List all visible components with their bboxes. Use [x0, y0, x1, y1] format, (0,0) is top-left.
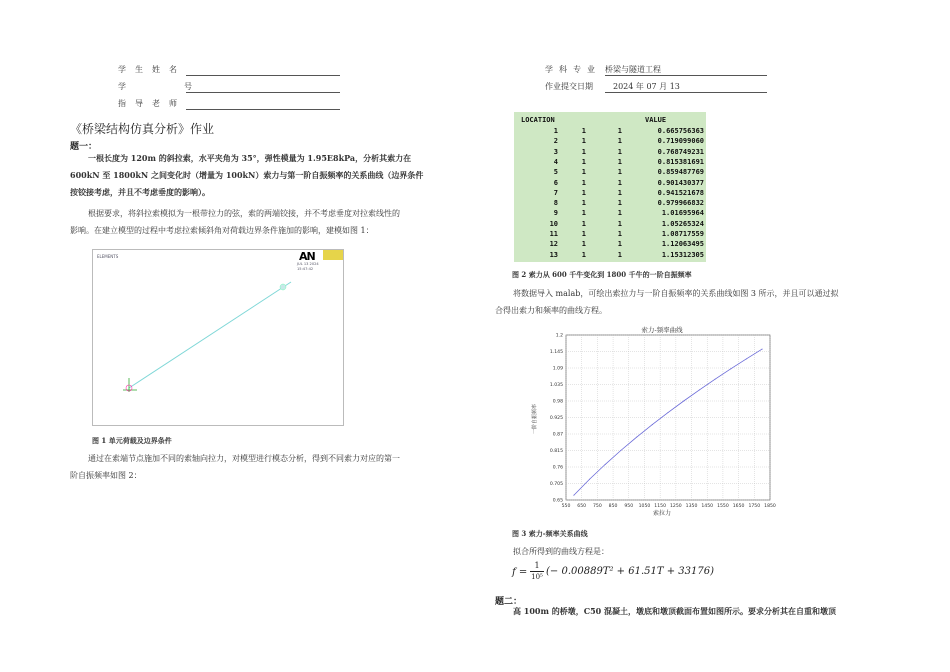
table-cell: 13	[549, 250, 558, 259]
formula-denominator: 10⁵	[531, 573, 543, 581]
major-value: 桥梁与隧道工程	[605, 65, 661, 74]
y-tick-label: 0.98	[552, 399, 563, 405]
x-tick-label: 1750	[748, 504, 761, 509]
table-row	[514, 240, 706, 250]
student-name-line[interactable]	[186, 75, 340, 76]
table-row	[514, 230, 706, 240]
table-cell: 12	[549, 240, 558, 249]
formula-numerator: 1	[530, 561, 544, 572]
y-tick-label: 0.87	[552, 432, 563, 438]
fig1-time: 15:47:42	[297, 267, 314, 271]
q1-para2-line: 阶自振频率如图 2：	[70, 471, 142, 480]
table-cell: 1	[617, 127, 622, 135]
table-cell: 1.05265324	[661, 219, 704, 228]
data-point	[605, 464, 606, 465]
table-row	[514, 148, 706, 158]
data-point	[573, 495, 574, 496]
table-cell: 0.901430377	[657, 178, 704, 187]
table-cell: 1	[581, 147, 586, 156]
table-cell: 1	[581, 219, 586, 228]
data-point	[715, 379, 716, 380]
table-cell: 0.815381691	[657, 157, 704, 166]
chart-grid	[566, 335, 770, 500]
y-tick-label: 1.09	[552, 366, 563, 372]
x-tick-label: 1250	[669, 504, 682, 509]
data-point	[762, 349, 763, 350]
q1-problem-line: 一根长度为 120m 的斜拉索，水平夹角为 35°，弹性模量为 1.95E8kPa，分析其索力在	[88, 153, 412, 163]
q1-para1-line: 根据要求，将斜拉索模拟为一根带拉力的弦，索的两端铰接，并不考虑垂度对拉索线性的	[88, 209, 400, 218]
table-cell: 1	[617, 240, 622, 249]
q1-para1-line: 影响。在建立模型的过程中考虑拉索倾斜角对荷载边界条件施加的影响，建模如图 1：	[70, 226, 374, 235]
para3-line: 将数据导入 malab，可绘出索拉力与一阶自振频率的关系曲线如图 3 所示，并且可以通过拟	[513, 289, 839, 298]
formula-lhs: f =	[512, 567, 528, 578]
fig1-caption: 图 1 单元荷载及边界条件	[92, 436, 172, 445]
table-cell: 8	[553, 199, 558, 208]
table-cell: 1	[581, 250, 586, 259]
y-tick-label: 0.815	[549, 449, 563, 455]
x-tick-label: 1650	[732, 504, 745, 509]
table-cell: 1	[581, 188, 586, 197]
table-cell: 11	[549, 230, 558, 238]
x-tick-label: 550	[561, 504, 571, 509]
table-row	[514, 168, 706, 178]
x-tick-label: 1550	[717, 504, 729, 509]
fit-text: 拟合所得到的曲线方程是：	[513, 547, 609, 556]
q1-problem-line: 600kN 至 1800kN 之间变化时（增量为 100kN）索力与第一阶自振频率的关系曲线（边界条件	[70, 170, 424, 180]
x-tick-label: 750	[592, 504, 602, 509]
q1-heading: 题一：	[70, 142, 98, 152]
table-cell: 1	[617, 219, 622, 228]
table-cell: 1	[617, 137, 622, 146]
table-cell: 4	[553, 157, 558, 166]
fig1-date: JUL 13 2024	[297, 262, 319, 266]
table-row	[514, 251, 706, 261]
table-row	[514, 209, 706, 219]
cable-element	[129, 282, 291, 388]
table-cell: 1	[581, 127, 586, 135]
x-tick-label: 1450	[701, 504, 714, 509]
student-id-line[interactable]	[186, 92, 340, 93]
para3-line: 合得出索力和频率的曲线方程。	[495, 306, 607, 315]
end-node-icon	[280, 284, 286, 290]
x-tick-label: 1850	[764, 504, 776, 509]
table-cell: 1	[581, 137, 586, 146]
table-cell: 1	[553, 127, 558, 135]
table-cell: 0.941521678	[657, 188, 704, 197]
fig3-caption: 图 3 索力-频率关系曲线	[512, 529, 588, 538]
figure-1-model	[92, 249, 344, 426]
table-row	[514, 179, 706, 189]
table-cell: 10	[549, 219, 558, 228]
table-cell: 1	[581, 168, 586, 177]
table-cell: 0.665756363	[657, 127, 704, 135]
figure-3-chart	[530, 323, 776, 519]
table-cell: 1	[617, 199, 622, 208]
table-cell: 1	[617, 147, 622, 156]
table-cell: 1	[617, 230, 622, 238]
table-cell: 1.15312305	[661, 250, 704, 259]
table-cell: 2	[553, 137, 558, 146]
table-row	[514, 158, 706, 168]
formula-body: (− 0.00889T² + 61.51T + 33176)	[546, 566, 714, 577]
doc-title: 《桥梁结构仿真分析》作业	[70, 122, 215, 136]
table-cell: 3	[553, 147, 558, 156]
table-row	[514, 189, 706, 199]
y-tick-label: 0.705	[549, 482, 563, 488]
table-cell: 6	[553, 178, 558, 187]
table-cell: 1	[617, 157, 622, 166]
table-cell: 0.768749231	[657, 147, 704, 156]
table-cell: 1	[581, 199, 586, 208]
x-tick-label: 1350	[685, 504, 698, 509]
table-cell: 1.01695964	[661, 209, 704, 218]
date-label: 作业提交日期	[545, 82, 593, 91]
q1-problem-line: 按铰接考虑，并且不考虑垂度的影响）。	[70, 187, 210, 197]
ansys-logo: AN	[299, 250, 315, 263]
y-tick-label: 0.925	[549, 416, 563, 422]
data-point	[652, 424, 653, 425]
table-cell: 1	[581, 240, 586, 249]
data-point	[668, 412, 669, 413]
student-name-label: 学生姓名	[118, 65, 186, 74]
y-tick-label: 1.145	[549, 350, 563, 356]
date-value: 2024 年 07 月 13	[613, 82, 680, 91]
major-label: 学科专业	[545, 65, 601, 74]
q1-para2	[70, 450, 470, 484]
fig1-elements-tag: ELEMENTS	[97, 254, 119, 259]
table-cell: 0.859487769	[657, 168, 704, 177]
table-cell: 1	[617, 250, 622, 259]
table-row	[514, 127, 706, 137]
table-cell: 7	[553, 188, 558, 197]
chart-title: 索力-频率曲线	[641, 326, 683, 334]
x-tick-label: 1050	[638, 504, 651, 509]
data-point	[636, 437, 637, 438]
table-row	[514, 220, 706, 230]
data-point	[746, 358, 747, 359]
data-point	[620, 450, 621, 451]
table-cell: 1	[581, 230, 586, 238]
table-cell: 0.979966832	[657, 199, 704, 208]
table-cell: 0.719099060	[657, 137, 704, 146]
major-line	[605, 75, 767, 76]
table-cell: 5	[553, 168, 558, 177]
table-cell: 1	[617, 209, 622, 218]
y-tick-label: 0.65	[552, 498, 563, 504]
date-line	[605, 92, 767, 93]
q1-para2-line: 通过在索端节点施加不同的索轴向拉力，对模型进行模态分析，得到不同索力对应的第一	[88, 454, 400, 463]
figure-2-table	[514, 112, 706, 262]
y-tick-label: 0.76	[552, 465, 563, 471]
col-header-value: VALUE	[645, 116, 667, 124]
x-tick-label: 650	[577, 504, 587, 509]
y-tick-label: 1.2	[555, 333, 563, 339]
q1-problem	[70, 150, 470, 201]
data-point	[683, 401, 684, 402]
fig2-caption: 图 2 索力从 600 千牛变化到 1800 千牛的一阶自振频率	[512, 270, 692, 279]
q1-para1	[70, 205, 470, 239]
chart-ylabel: 一阶自振频率	[532, 403, 538, 435]
table-cell: 1	[617, 188, 622, 197]
col-header-location: LOCATION	[521, 116, 555, 124]
q2-line1: 高 100m 的桥墩，C50 混凝土，墩底和墩顶截面布置如图所示。要求分析其在自重和墩顶	[513, 606, 837, 616]
table-cell: 1	[617, 168, 622, 177]
data-point	[699, 389, 700, 390]
table-cell: 1	[617, 178, 622, 187]
table-cell: 1.08717559	[661, 230, 704, 238]
para3	[495, 285, 897, 319]
table-cell: 1	[581, 157, 586, 166]
table-row	[514, 137, 706, 147]
table-cell: 1	[581, 178, 586, 187]
y-tick-label: 1.035	[549, 383, 563, 389]
table-cell: 1.12063495	[661, 240, 704, 249]
x-tick-label: 1150	[654, 504, 667, 509]
advisor-label: 指导老师	[118, 99, 186, 108]
q2-heading: 题二：	[495, 597, 523, 607]
student-id-label: 学号	[118, 82, 250, 91]
cable-model-drawing	[93, 250, 343, 425]
table-cell: 9	[553, 209, 558, 218]
advisor-line[interactable]	[186, 109, 340, 110]
data-point	[730, 368, 731, 369]
table-row	[514, 199, 706, 209]
table-cell: 1	[581, 209, 586, 218]
x-tick-label: 950	[624, 504, 634, 509]
data-point	[589, 479, 590, 480]
x-tick-label: 850	[608, 504, 618, 509]
chart-xlabel: 索拉力	[652, 510, 672, 517]
